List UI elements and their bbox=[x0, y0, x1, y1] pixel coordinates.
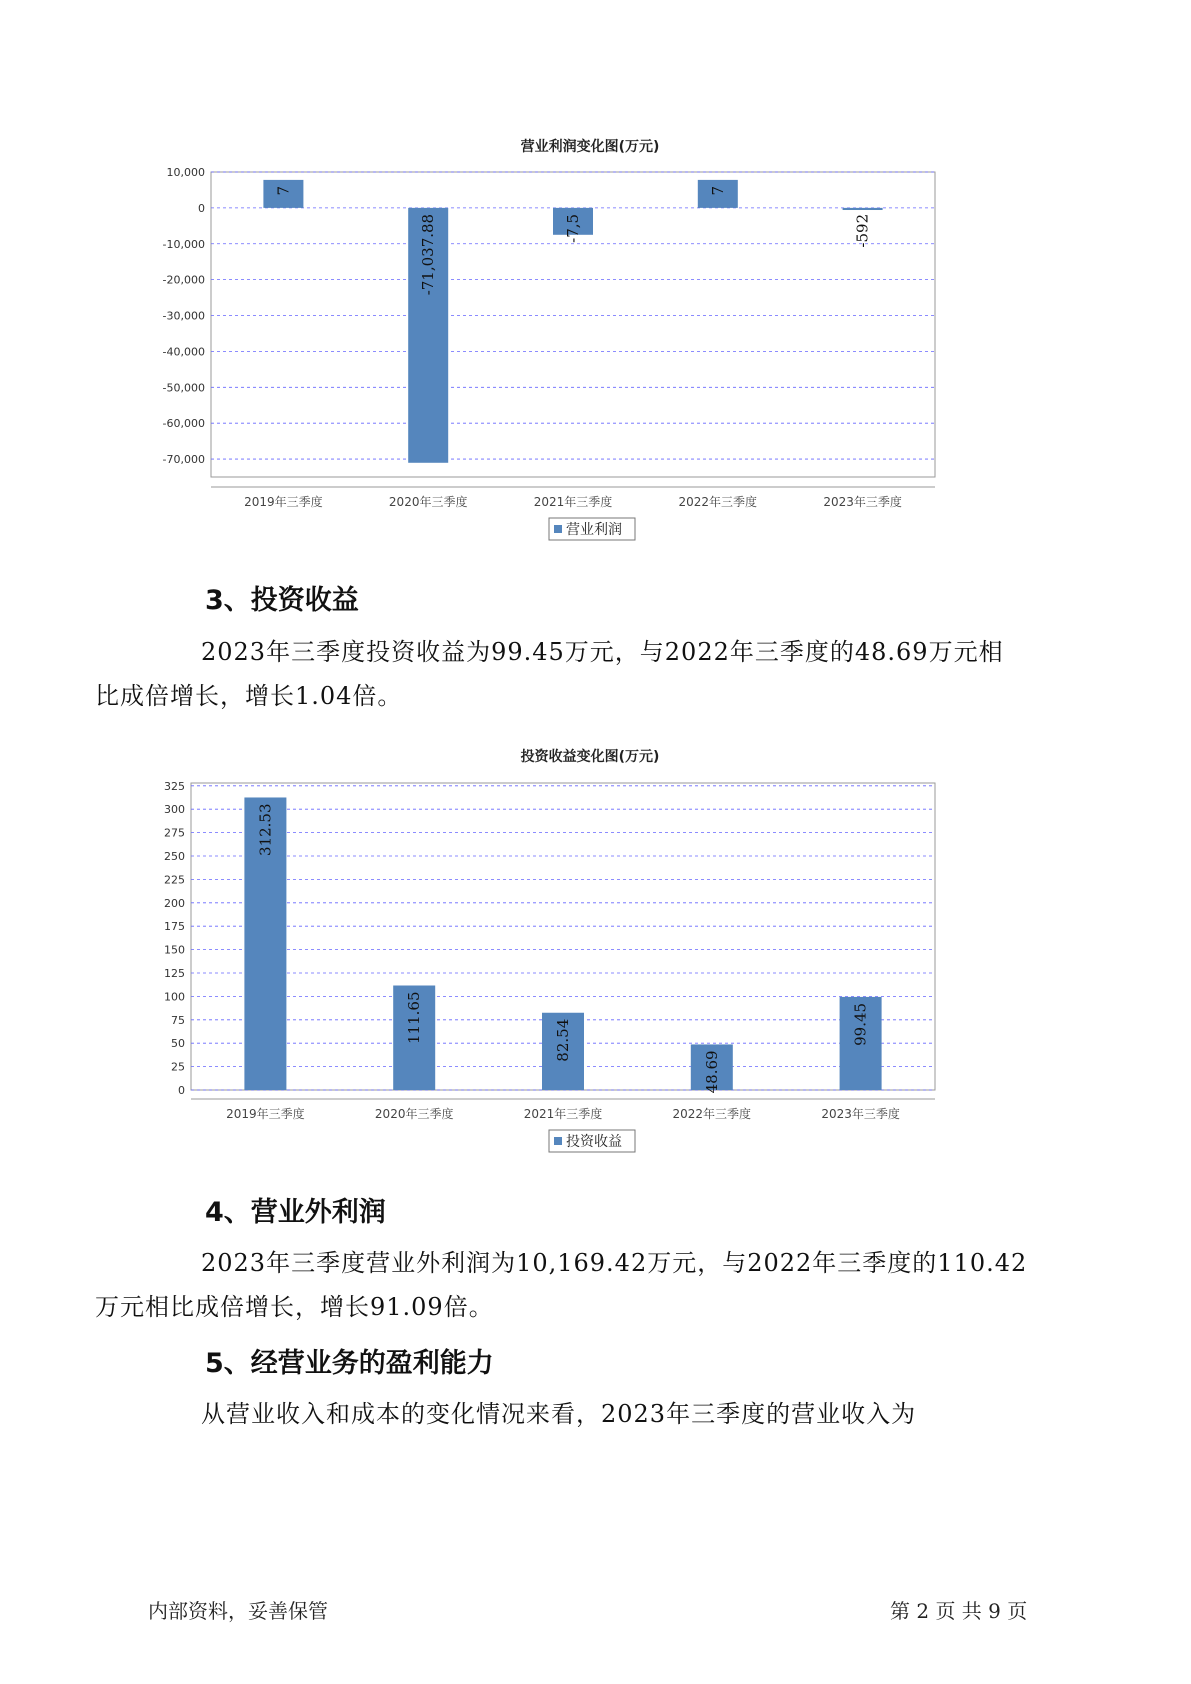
y-tick-label: -20,000 bbox=[162, 273, 205, 287]
y-tick-label: 200 bbox=[164, 896, 185, 910]
y-tick-label: 225 bbox=[164, 873, 185, 887]
data-label: 48.69 bbox=[702, 1050, 721, 1094]
chart-title: 营业利润变化图(万元) bbox=[520, 139, 660, 155]
y-tick-label: -60,000 bbox=[162, 417, 205, 431]
chart-title: 投资收益变化图(万元) bbox=[520, 749, 660, 765]
data-label: -592 bbox=[853, 213, 872, 248]
category-label: 2021年三季度 bbox=[523, 1107, 603, 1121]
category-label: 2023年三季度 bbox=[823, 495, 902, 509]
data-label: -7,5 bbox=[564, 213, 582, 243]
y-tick-label: -70,000 bbox=[162, 453, 205, 467]
category-label: 2019年三季度 bbox=[244, 495, 323, 509]
y-tick-label: 300 bbox=[164, 803, 185, 817]
y-tick-label: 325 bbox=[164, 779, 185, 793]
paragraph-investment-income bbox=[95, 630, 1058, 718]
paragraph-line: 2023年三季度营业外利润为10,169.42万元，与2022年三季度的110.42 bbox=[201, 1249, 1028, 1277]
investment-income-chart-svg bbox=[150, 745, 1030, 1165]
data-label: 99.45 bbox=[851, 1002, 870, 1046]
section-heading-investment-income: 3、投资收益 bbox=[205, 585, 359, 616]
legend-swatch bbox=[554, 1137, 562, 1145]
paragraph-non-operating-profit bbox=[95, 1241, 1058, 1329]
y-tick-label: 25 bbox=[171, 1060, 185, 1074]
y-tick-label: 75 bbox=[171, 1013, 185, 1027]
category-label: 2022年三季度 bbox=[678, 495, 758, 509]
y-tick-label: 10,000 bbox=[166, 166, 205, 179]
paragraph-line: 2023年三季度投资收益为99.45万元，与2022年三季度的48.69万元相 bbox=[201, 638, 1004, 666]
y-tick-label: 250 bbox=[164, 850, 185, 864]
category-label: 2020年三季度 bbox=[388, 495, 468, 509]
y-tick-label: 0 bbox=[198, 201, 205, 215]
y-tick-label: -40,000 bbox=[162, 345, 205, 359]
section-heading-profitability: 5、经营业务的盈利能力 bbox=[205, 1348, 494, 1379]
y-tick-label: 50 bbox=[171, 1037, 185, 1051]
category-label: 2022年三季度 bbox=[672, 1107, 752, 1121]
category-label: 2021年三季度 bbox=[533, 495, 613, 509]
investment-income-chart bbox=[150, 745, 1030, 1165]
section-heading-non-operating-profit: 4、营业外利润 bbox=[205, 1197, 386, 1228]
y-tick-label: -50,000 bbox=[162, 381, 205, 395]
paragraph-line: 万元相比成倍增长，增长91.09倍。 bbox=[95, 1293, 494, 1321]
data-label: 7 bbox=[708, 185, 727, 196]
data-label: 82.54 bbox=[554, 1018, 572, 1062]
data-label: 111.65 bbox=[405, 991, 424, 1044]
data-label: 312.53 bbox=[256, 803, 275, 856]
category-label: 2023年三季度 bbox=[821, 1107, 900, 1121]
data-label: -71,037.88 bbox=[419, 213, 438, 296]
paragraph-profitability bbox=[148, 1392, 1058, 1436]
operating-profit-chart-svg bbox=[150, 135, 1030, 595]
bar bbox=[843, 208, 883, 210]
operating-profit-chart bbox=[150, 135, 1030, 595]
y-tick-label: 100 bbox=[164, 990, 185, 1004]
y-tick-label: -30,000 bbox=[162, 309, 205, 323]
category-label: 2020年三季度 bbox=[374, 1107, 454, 1121]
footer-confidential-note: 内部资料，妥善保管 bbox=[148, 1599, 328, 1623]
y-tick-label: 125 bbox=[164, 967, 185, 981]
y-tick-label: 275 bbox=[164, 826, 185, 840]
y-tick-label: 0 bbox=[178, 1084, 185, 1097]
y-tick-label: -10,000 bbox=[162, 237, 205, 251]
data-label: 7 bbox=[274, 185, 293, 196]
legend-label: 投资收益 bbox=[566, 1134, 622, 1150]
category-label: 2019年三季度 bbox=[226, 1107, 305, 1121]
y-tick-label: 150 bbox=[164, 943, 185, 957]
legend-label: 营业利润 bbox=[566, 522, 622, 538]
footer-page-number: 第 2 页 共 9 页 bbox=[890, 1599, 1028, 1623]
paragraph-line: 比成倍增长，增长1.04倍。 bbox=[95, 682, 403, 710]
paragraph-line: 从营业收入和成本的变化情况来看，2023年三季度的营业收入为 bbox=[201, 1400, 917, 1428]
y-tick-label: 175 bbox=[164, 920, 185, 934]
legend-swatch bbox=[554, 525, 562, 533]
